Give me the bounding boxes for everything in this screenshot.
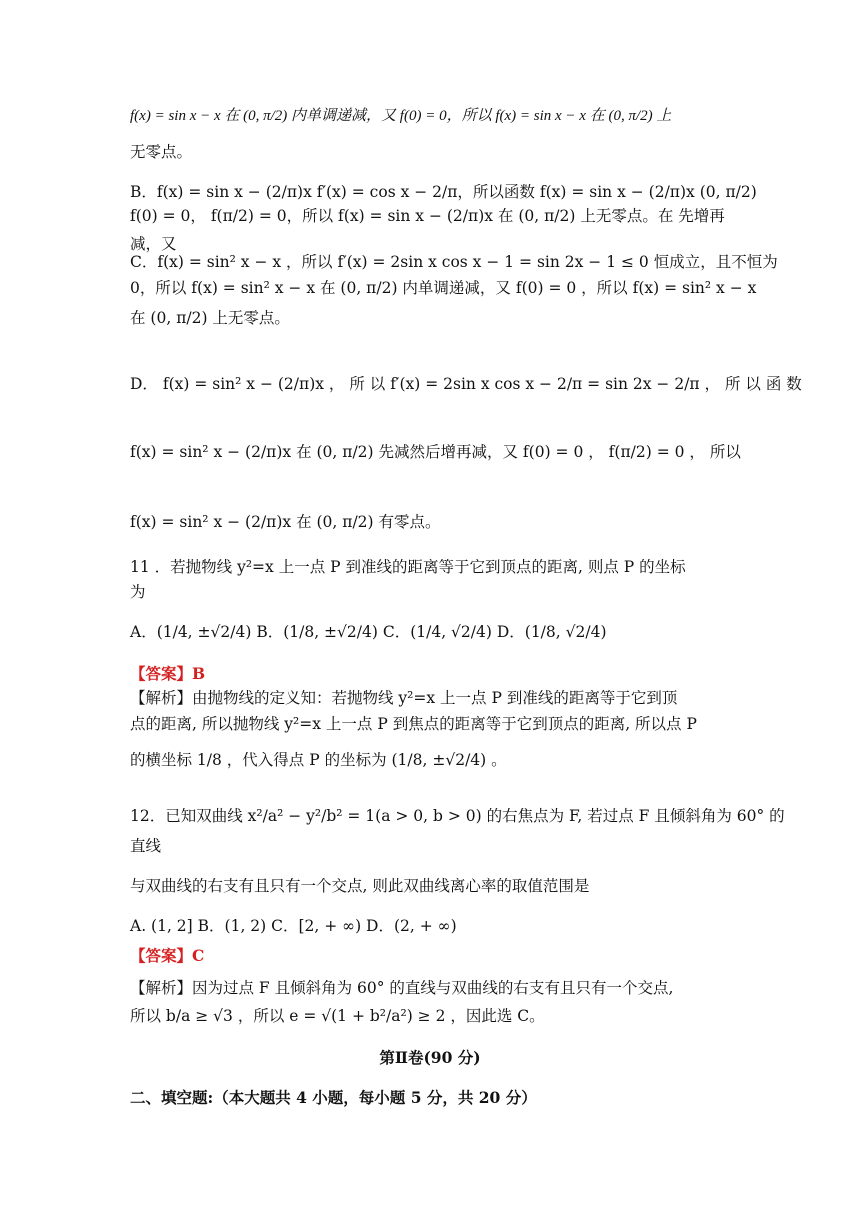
line-c-2: 0，所以 f(x) = sin² x − x 在 (0, π/2) 内单调递减，又 f(0) = 0 ，所以 f(x) = sin² x − x — [130, 279, 757, 297]
analysis-11-line-2: 点的距离, 所以抛物线 y²=x 上一点 P 到焦点的距离等于它到顶点的距离, 所以点 P — [130, 715, 697, 733]
question-11-stem: 11 ．若抛物线 y²=x 上一点 P 到准线的距离等于它到顶点的距离, 则点 P 的坐标 — [130, 558, 686, 576]
analysis-11-line-1: 【解析】由抛物线的定义知：若抛物线 y²=x 上一点 P 到准线的距离等于它到顶 — [130, 689, 678, 707]
line-c-1: C．f(x) = sin² x − x ，所以 f′(x) = 2sin x cos x − 1 = sin 2x − 1 ≤ 0 恒成立，且不恒为 — [130, 253, 778, 271]
line-b-2: f(0) = 0， f(π/2) = 0，所以 f(x) = sin x − (2/π)x 在 (0, π/2) 上无零点。在 先增再 — [130, 207, 725, 225]
question-12-options: A. (1, 2] B．(1, 2) C．[2, + ∞) D．(2, + ∞) — [130, 917, 457, 935]
line-a-conclusion: f(x) = sin x − x 在 (0, π/2) 内单调递减，又 f(0) = 0，所以 f(x) = sin x − x 在 (0, π/2) 上 — [130, 108, 672, 124]
line-d-1: D． f(x) = sin² x − (2/π)x ， 所 以 f′(x) = 2sin x cos x − 2/π = sin 2x − 2/π ， 所 以 函 数 — [130, 375, 802, 393]
question-11-stem-end: 为 — [130, 583, 146, 601]
answer-12: 【答案】C — [130, 946, 205, 965]
answer-11: 【答案】B — [130, 664, 206, 683]
analysis-12-line-2: 所以 b/a ≥ √3 ，所以 e = √(1 + b²/a²) ≥ 2 ，因此选 C。 — [130, 1007, 545, 1025]
question-12-stem: 12．已知双曲线 x²/a² − y²/b² = 1(a > 0, b > 0) 的右焦点为 F, 若过点 F 且倾斜角为 60° 的 — [130, 807, 785, 825]
line-a-conclusion-end: 无零点。 — [130, 143, 193, 161]
line-b-3: 减，又 — [130, 235, 177, 253]
question-11-options: A．(1/4, ±√2/4) B．(1/8, ±√2/4) C．(1/4, √2/4) D．(1/8, √2/4) — [130, 623, 607, 641]
line-c-3: 在 (0, π/2) 上无零点。 — [130, 309, 290, 327]
analysis-11-line-3: 的横坐标 1/8 ，代入得点 P 的坐标为 (1/8, ±√2/4) 。 — [130, 751, 507, 769]
part-2-heading: 第Ⅱ卷(90 分) — [379, 1048, 481, 1067]
analysis-12-line-1: 【解析】因为过点 F 且倾斜角为 60° 的直线与双曲线的右支有且只有一个交点, — [130, 979, 674, 997]
question-12-stem-2: 直线 — [130, 837, 162, 855]
fill-in-section-heading: 二、填空题:（本大题共 4 小题，每小题 5 分，共 20 分） — [130, 1088, 537, 1107]
line-b-1: B．f(x) = sin x − (2/π)x f′(x) = cos x − 2/π，所以函数 f(x) = sin x − (2/π)x (0, π/2) — [130, 183, 757, 201]
question-12-stem-3: 与双曲线的右支有且只有一个交点, 则此双曲线离心率的取值范围是 — [130, 877, 590, 895]
line-d-2: f(x) = sin² x − (2/π)x 在 (0, π/2) 先减然后增再减，又 f(0) = 0 ， f(π/2) = 0 ， 所以 — [130, 443, 741, 461]
line-d-3: f(x) = sin² x − (2/π)x 在 (0, π/2) 有零点。 — [130, 513, 441, 531]
